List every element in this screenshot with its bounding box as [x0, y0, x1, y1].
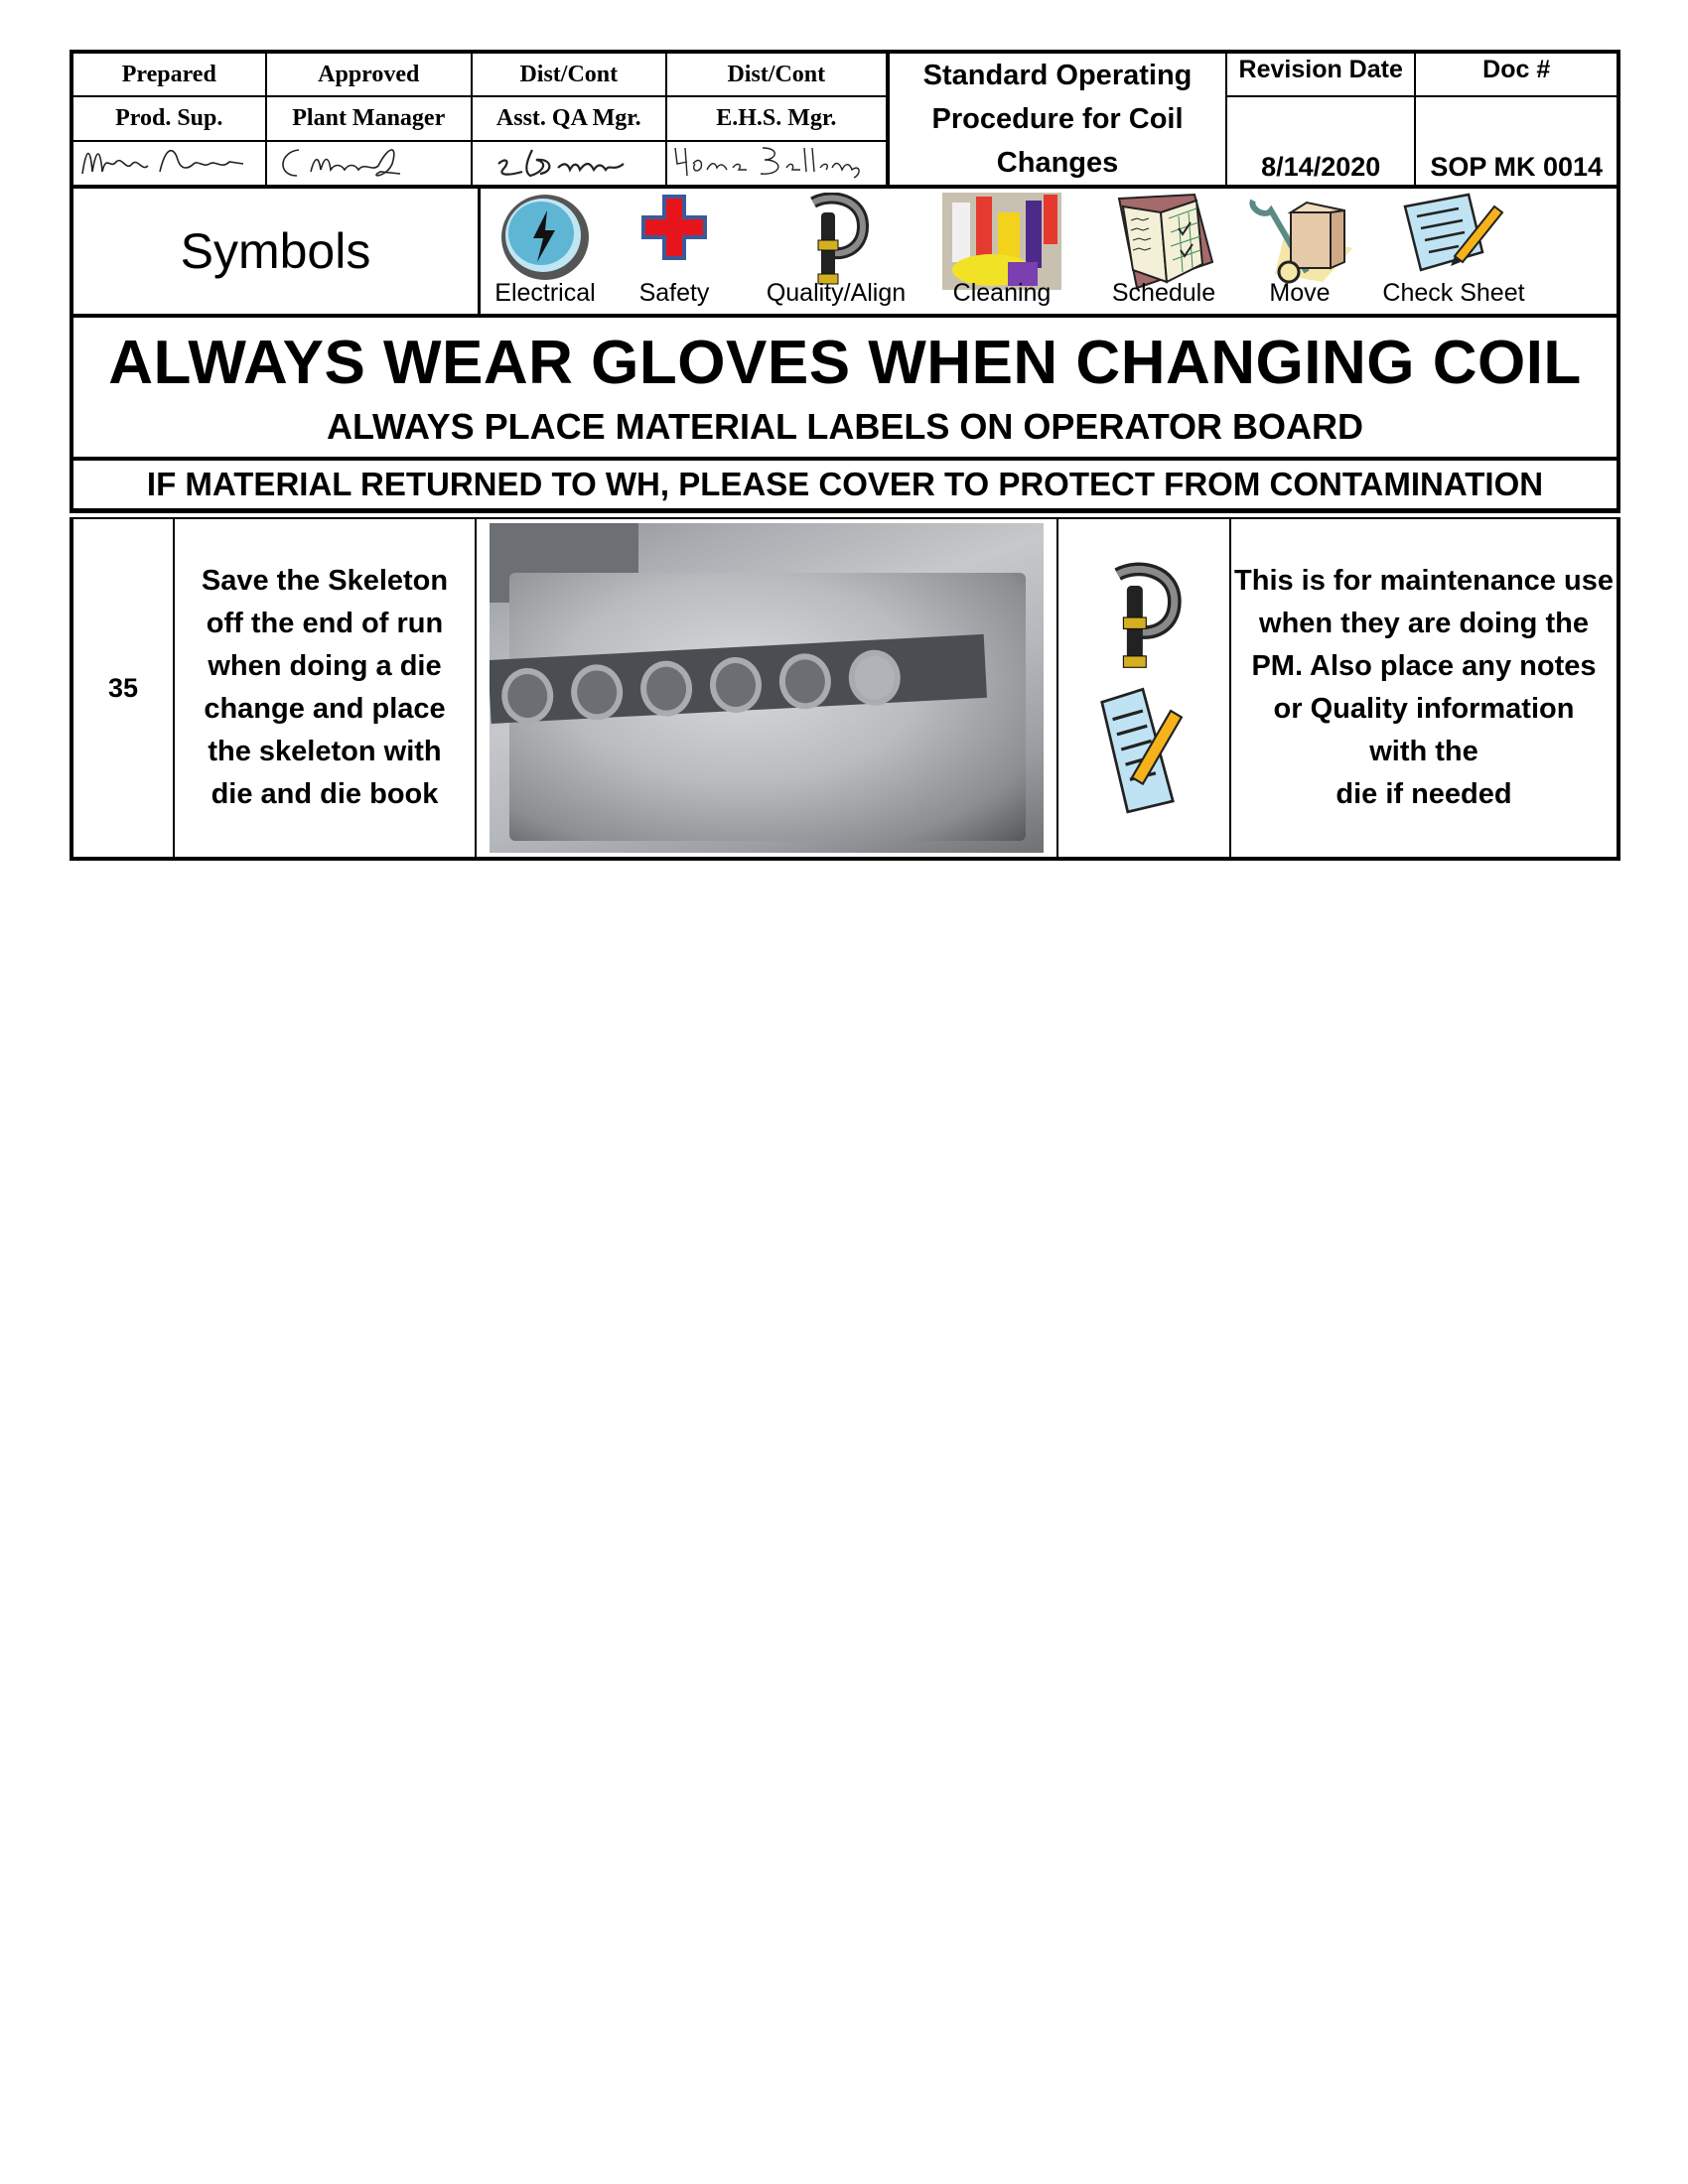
step-description: [175, 519, 477, 857]
skeleton-strip-photo: [490, 523, 1044, 853]
step-description-line: the skeleton with: [208, 736, 442, 767]
step-note-line: with the: [1369, 736, 1478, 767]
step-photo-cell: [477, 519, 1058, 857]
micrometer-icon: [1104, 562, 1184, 673]
symbol-move: [1235, 193, 1364, 310]
cleaning-label: Cleaning: [952, 279, 1052, 307]
signature-icon: [475, 142, 663, 180]
check-sheet-label: Check Sheet: [1382, 279, 1525, 307]
hand-truck-icon: [1245, 193, 1354, 288]
step-number: 35: [73, 519, 175, 857]
signature-icon: [74, 142, 263, 180]
symbol-quality-align: [762, 193, 911, 310]
signature-ehs: [666, 141, 889, 187]
symbols-legend: [70, 189, 1620, 318]
quality-align-label: Quality/Align: [766, 279, 907, 307]
signature-prepared: [71, 141, 266, 187]
ehs-mgr-title: E.H.S. Mgr.: [666, 96, 889, 141]
symbol-electrical: [491, 193, 600, 310]
symbols-icon-row: [481, 189, 1617, 314]
contamination-warning: IF MATERIAL RETURNED TO WH, PLEASE COVER TO PROTECT FROM CONTAMINATION: [70, 461, 1620, 513]
symbol-schedule: [1099, 193, 1228, 310]
revision-date-value: 8/14/2020: [1226, 96, 1415, 187]
check-sheet-icon: [1094, 685, 1194, 814]
step-description-line: off the end of run: [206, 608, 444, 639]
signature-icon: [269, 142, 468, 180]
asst-qa-mgr-title: Asst. QA Mgr.: [472, 96, 666, 141]
dist-cont-heading: Dist/Cont: [666, 52, 889, 96]
step-symbols: [1058, 519, 1231, 857]
doc-number-value: SOP MK 0014: [1415, 96, 1618, 187]
signature-icon: [667, 142, 886, 180]
symbol-check-sheet: [1374, 193, 1533, 310]
doc-number-label: Doc #: [1415, 52, 1618, 96]
step-note-line: die if needed: [1336, 778, 1512, 810]
signature-asst-qa: [472, 141, 666, 187]
step-description-line: when doing a die: [208, 650, 442, 682]
micrometer-icon: [801, 193, 871, 288]
step-note: [1231, 519, 1617, 857]
safety-cross-icon: [639, 193, 709, 262]
step-note-line: when they are doing the: [1259, 608, 1589, 639]
revision-date-label: Revision Date: [1226, 52, 1415, 96]
labels-instruction: ALWAYS PLACE MATERIAL LABELS ON OPERATOR BOARD: [326, 406, 1364, 447]
approval-header: [70, 50, 1620, 189]
symbol-safety: [625, 193, 724, 310]
prod-sup-title: Prod. Sup.: [71, 96, 266, 141]
symbol-cleaning: [937, 193, 1066, 310]
cleaning-supplies-icon: [942, 193, 1061, 290]
step-description-line: die and die book: [211, 778, 439, 810]
document-title: Standard Operating Procedure for Coil Changes: [888, 52, 1226, 187]
procedure-step-row: [70, 517, 1620, 861]
safety-banner: [70, 318, 1620, 461]
symbols-label: Symbols: [73, 189, 481, 314]
signature-approved: [266, 141, 473, 187]
step-description-line: change and place: [204, 693, 446, 725]
electrical-label: Electrical: [494, 279, 596, 307]
step-description-line: Save the Skeleton: [201, 565, 449, 597]
dist-cont-heading: Dist/Cont: [472, 52, 666, 96]
step-note-line: PM. Also place any notes: [1251, 650, 1597, 682]
sop-page: [70, 50, 1620, 861]
safety-label: Safety: [638, 279, 710, 307]
step-note-line: This is for maintenance use: [1234, 565, 1614, 597]
check-sheet-icon: [1399, 193, 1508, 272]
step-note-line: or Quality information: [1273, 693, 1575, 725]
prepared-heading: Prepared: [71, 52, 266, 96]
schedule-book-icon: [1109, 193, 1218, 292]
move-label: Move: [1269, 279, 1331, 307]
electrical-icon: [497, 193, 593, 282]
schedule-label: Schedule: [1111, 279, 1216, 307]
gloves-warning: ALWAYS WEAR GLOVES WHEN CHANGING COIL: [108, 329, 1582, 397]
plant-manager-title: Plant Manager: [266, 96, 473, 141]
approved-heading: Approved: [266, 52, 473, 96]
